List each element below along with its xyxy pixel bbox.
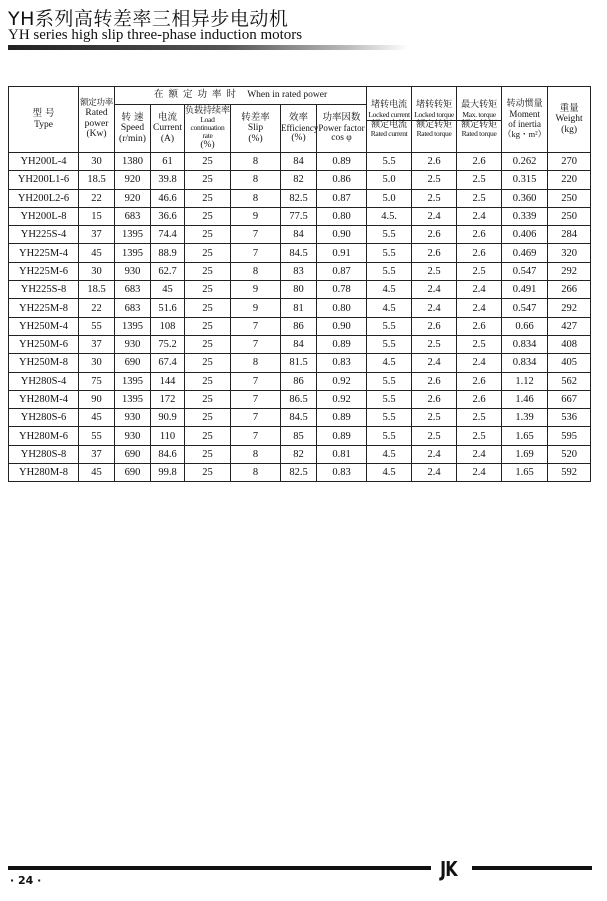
cell-locked-current-ratio: 5.5 xyxy=(367,372,412,390)
cell-power-factor: 0.90 xyxy=(317,317,367,335)
cell-max-torque-ratio: 2.4 xyxy=(457,354,502,372)
cell-max-torque-ratio: 2.6 xyxy=(457,244,502,262)
cell-load-rate: 25 xyxy=(185,335,231,353)
cell-efficiency: 86 xyxy=(281,317,317,335)
cell-efficiency: 77.5 xyxy=(281,207,317,225)
cell-max-torque-ratio: 2.5 xyxy=(457,171,502,189)
cell-current: 46.6 xyxy=(151,189,185,207)
cell-max-torque-ratio: 2.4 xyxy=(457,281,502,299)
cell-efficiency: 84 xyxy=(281,153,317,171)
cell-locked-torque-ratio: 2.5 xyxy=(412,262,457,280)
cell-locked-current-ratio: 5.5 xyxy=(367,262,412,280)
cell-load-rate: 25 xyxy=(185,153,231,171)
cell-load-rate: 25 xyxy=(185,262,231,280)
cell-max-torque-ratio: 2.5 xyxy=(457,427,502,445)
motor-spec-table xyxy=(8,86,591,482)
cell-speed: 1380 xyxy=(115,153,151,171)
table-body xyxy=(9,153,591,482)
table-row xyxy=(9,409,591,427)
cell-locked-torque-ratio: 2.4 xyxy=(412,445,457,463)
table-row xyxy=(9,207,591,225)
cell-locked-torque-ratio: 2.6 xyxy=(412,244,457,262)
cell-locked-torque-ratio: 2.4 xyxy=(412,207,457,225)
cell-efficiency: 86 xyxy=(281,372,317,390)
cell-weight: 562 xyxy=(548,372,591,390)
cell-moment-of-inertia: 1.69 xyxy=(502,445,548,463)
header-slip: 转差率 Slip (%) xyxy=(231,105,281,153)
cell-rated-power: 37 xyxy=(79,445,115,463)
cell-locked-current-ratio: 5.5 xyxy=(367,390,412,408)
cell-moment-of-inertia: 0.315 xyxy=(502,171,548,189)
cell-slip: 8 xyxy=(231,153,281,171)
cell-locked-torque-ratio: 2.5 xyxy=(412,171,457,189)
cell-type: YH280S-6 xyxy=(9,409,79,427)
cell-locked-current-ratio: 5.0 xyxy=(367,171,412,189)
cell-locked-current-ratio: 4.5 xyxy=(367,281,412,299)
cell-speed: 1395 xyxy=(115,317,151,335)
cell-slip: 7 xyxy=(231,409,281,427)
cell-rated-power: 55 xyxy=(79,317,115,335)
cell-locked-torque-ratio: 2.4 xyxy=(412,299,457,317)
cell-power-factor: 0.87 xyxy=(317,262,367,280)
cell-rated-power: 90 xyxy=(79,390,115,408)
cell-moment-of-inertia: 0.360 xyxy=(502,189,548,207)
cell-locked-current-ratio: 5.5 xyxy=(367,226,412,244)
cell-load-rate: 25 xyxy=(185,226,231,244)
cell-efficiency: 85 xyxy=(281,427,317,445)
table-row xyxy=(9,354,591,372)
cell-current: 88.9 xyxy=(151,244,185,262)
cell-weight: 292 xyxy=(548,299,591,317)
cell-power-factor: 0.92 xyxy=(317,372,367,390)
cell-rated-power: 22 xyxy=(79,189,115,207)
cell-rated-power: 45 xyxy=(79,409,115,427)
cell-load-rate: 25 xyxy=(185,317,231,335)
cell-locked-current-ratio: 5.5 xyxy=(367,427,412,445)
cell-rated-power: 37 xyxy=(79,226,115,244)
cell-speed: 683 xyxy=(115,207,151,225)
cell-moment-of-inertia: 0.491 xyxy=(502,281,548,299)
cell-power-factor: 0.90 xyxy=(317,226,367,244)
cell-moment-of-inertia: 0.339 xyxy=(502,207,548,225)
cell-rated-power: 15 xyxy=(79,207,115,225)
cell-current: 45 xyxy=(151,281,185,299)
header-group-rated-power: 在 额 定 功 率 时 When in rated power xyxy=(115,87,367,105)
cell-current: 144 xyxy=(151,372,185,390)
cell-power-factor: 0.89 xyxy=(317,427,367,445)
cell-max-torque-ratio: 2.4 xyxy=(457,207,502,225)
cell-locked-current-ratio: 4.5 xyxy=(367,299,412,317)
cell-power-factor: 0.87 xyxy=(317,189,367,207)
cell-efficiency: 82 xyxy=(281,171,317,189)
cell-locked-current-ratio: 5.5 xyxy=(367,244,412,262)
table-row xyxy=(9,464,591,482)
cell-rated-power: 55 xyxy=(79,427,115,445)
cell-rated-power: 18.5 xyxy=(79,171,115,189)
cell-efficiency: 84 xyxy=(281,226,317,244)
table-row xyxy=(9,262,591,280)
cell-power-factor: 0.80 xyxy=(317,207,367,225)
cell-speed: 690 xyxy=(115,354,151,372)
cell-speed: 920 xyxy=(115,171,151,189)
cell-type: YH225M-4 xyxy=(9,244,79,262)
cell-type: YH225M-8 xyxy=(9,299,79,317)
header-weight: 重量 Weight (kg) xyxy=(548,87,591,153)
cell-locked-current-ratio: 4.5 xyxy=(367,464,412,482)
cell-weight: 270 xyxy=(548,153,591,171)
cell-moment-of-inertia: 0.834 xyxy=(502,354,548,372)
cell-load-rate: 25 xyxy=(185,445,231,463)
cell-current: 84.6 xyxy=(151,445,185,463)
cell-efficiency: 80 xyxy=(281,281,317,299)
header-locked-current: 堵转电流 Locked current 额定电流 Rated current xyxy=(367,87,412,153)
cell-weight: 405 xyxy=(548,354,591,372)
cell-weight: 250 xyxy=(548,207,591,225)
table-row xyxy=(9,427,591,445)
cell-slip: 9 xyxy=(231,207,281,225)
cell-power-factor: 0.83 xyxy=(317,354,367,372)
cell-locked-current-ratio: 4.5 xyxy=(367,445,412,463)
cell-efficiency: 81.5 xyxy=(281,354,317,372)
cell-load-rate: 25 xyxy=(185,409,231,427)
cell-max-torque-ratio: 2.5 xyxy=(457,262,502,280)
cell-weight: 284 xyxy=(548,226,591,244)
cell-locked-torque-ratio: 2.6 xyxy=(412,317,457,335)
header-speed: 转 速 Speed (r/min) xyxy=(115,105,151,153)
table-row xyxy=(9,153,591,171)
cell-type: YH200L1-6 xyxy=(9,171,79,189)
cell-weight: 320 xyxy=(548,244,591,262)
cell-current: 67.4 xyxy=(151,354,185,372)
cell-current: 51.6 xyxy=(151,299,185,317)
cell-max-torque-ratio: 2.4 xyxy=(457,299,502,317)
cell-type: YH280M-4 xyxy=(9,390,79,408)
cell-rated-power: 30 xyxy=(79,153,115,171)
cell-type: YH200L2-6 xyxy=(9,189,79,207)
cell-locked-torque-ratio: 2.5 xyxy=(412,427,457,445)
cell-efficiency: 84.5 xyxy=(281,409,317,427)
cell-efficiency: 82.5 xyxy=(281,464,317,482)
cell-load-rate: 25 xyxy=(185,171,231,189)
cell-power-factor: 0.83 xyxy=(317,464,367,482)
page-number: · 24 · xyxy=(10,874,42,887)
cell-efficiency: 81 xyxy=(281,299,317,317)
cell-efficiency: 84.5 xyxy=(281,244,317,262)
cell-load-rate: 25 xyxy=(185,390,231,408)
cell-load-rate: 25 xyxy=(185,207,231,225)
cell-slip: 7 xyxy=(231,335,281,353)
table-row xyxy=(9,226,591,244)
cell-max-torque-ratio: 2.4 xyxy=(457,464,502,482)
cell-power-factor: 0.89 xyxy=(317,409,367,427)
cell-rated-power: 30 xyxy=(79,354,115,372)
table-row xyxy=(9,244,591,262)
cell-weight: 266 xyxy=(548,281,591,299)
cell-max-torque-ratio: 2.6 xyxy=(457,390,502,408)
cell-slip: 8 xyxy=(231,354,281,372)
cell-type: YH250M-6 xyxy=(9,335,79,353)
cell-speed: 930 xyxy=(115,262,151,280)
table-row xyxy=(9,372,591,390)
cell-max-torque-ratio: 2.5 xyxy=(457,335,502,353)
cell-type: YH200L-4 xyxy=(9,153,79,171)
cell-weight: 592 xyxy=(548,464,591,482)
cell-locked-current-ratio: 4.5. xyxy=(367,207,412,225)
cell-efficiency: 82.5 xyxy=(281,189,317,207)
cell-max-torque-ratio: 2.6 xyxy=(457,153,502,171)
footer-rule-right xyxy=(472,866,592,870)
cell-slip: 8 xyxy=(231,464,281,482)
cell-type: YH280S-8 xyxy=(9,445,79,463)
cell-current: 110 xyxy=(151,427,185,445)
header-type: 型 号 Type xyxy=(9,87,79,153)
cell-moment-of-inertia: 1.65 xyxy=(502,464,548,482)
header-rated-power: 额定功率 Rated power (Kw) xyxy=(79,87,115,153)
cell-power-factor: 0.78 xyxy=(317,281,367,299)
cell-weight: 667 xyxy=(548,390,591,408)
cell-efficiency: 83 xyxy=(281,262,317,280)
cell-max-torque-ratio: 2.5 xyxy=(457,189,502,207)
cell-locked-current-ratio: 5.5 xyxy=(367,409,412,427)
cell-current: 36.6 xyxy=(151,207,185,225)
cell-weight: 220 xyxy=(548,171,591,189)
cell-locked-current-ratio: 5.5 xyxy=(367,153,412,171)
cell-moment-of-inertia: 0.406 xyxy=(502,226,548,244)
header-efficiency: 效率 Efficiency (%) xyxy=(281,105,317,153)
cell-slip: 7 xyxy=(231,390,281,408)
cell-load-rate: 25 xyxy=(185,354,231,372)
cell-power-factor: 0.91 xyxy=(317,244,367,262)
cell-load-rate: 25 xyxy=(185,299,231,317)
cell-weight: 408 xyxy=(548,335,591,353)
header-max-torque: 最大转矩 Max. torque 额定转矩 Rated torque xyxy=(457,87,502,153)
cell-current: 62.7 xyxy=(151,262,185,280)
cell-rated-power: 18.5 xyxy=(79,281,115,299)
cell-weight: 595 xyxy=(548,427,591,445)
cell-rated-power: 75 xyxy=(79,372,115,390)
cell-max-torque-ratio: 2.5 xyxy=(457,409,502,427)
cell-type: YH250M-4 xyxy=(9,317,79,335)
cell-speed: 1395 xyxy=(115,390,151,408)
cell-type: YH280M-6 xyxy=(9,427,79,445)
cell-power-factor: 0.81 xyxy=(317,445,367,463)
cell-max-torque-ratio: 2.6 xyxy=(457,317,502,335)
cell-slip: 8 xyxy=(231,262,281,280)
table-row xyxy=(9,281,591,299)
cell-locked-torque-ratio: 2.5 xyxy=(412,409,457,427)
cell-locked-torque-ratio: 2.6 xyxy=(412,372,457,390)
cell-slip: 7 xyxy=(231,372,281,390)
cell-moment-of-inertia: 0.834 xyxy=(502,335,548,353)
cell-power-factor: 0.89 xyxy=(317,153,367,171)
cell-slip: 8 xyxy=(231,189,281,207)
cell-speed: 690 xyxy=(115,464,151,482)
cell-moment-of-inertia: 0.262 xyxy=(502,153,548,171)
cell-type: YH280S-4 xyxy=(9,372,79,390)
cell-locked-torque-ratio: 2.5 xyxy=(412,189,457,207)
table-row xyxy=(9,335,591,353)
cell-type: YH280M-8 xyxy=(9,464,79,482)
cell-power-factor: 0.86 xyxy=(317,171,367,189)
cell-power-factor: 0.92 xyxy=(317,390,367,408)
cell-current: 39.8 xyxy=(151,171,185,189)
cell-locked-torque-ratio: 2.4 xyxy=(412,281,457,299)
cell-current: 74.4 xyxy=(151,226,185,244)
cell-speed: 930 xyxy=(115,409,151,427)
cell-efficiency: 84 xyxy=(281,335,317,353)
cell-locked-current-ratio: 4.5 xyxy=(367,354,412,372)
cell-locked-current-ratio: 5.5 xyxy=(367,317,412,335)
cell-speed: 930 xyxy=(115,427,151,445)
cell-locked-torque-ratio: 2.6 xyxy=(412,153,457,171)
cell-locked-current-ratio: 5.5 xyxy=(367,335,412,353)
header-power-factor: 功率因数 Power factor cos φ xyxy=(317,105,367,153)
cell-slip: 8 xyxy=(231,445,281,463)
cell-weight: 292 xyxy=(548,262,591,280)
header-load-continuation-rate: 负载持续率 Load continuation rate (%) xyxy=(185,105,231,153)
cell-type: YH225M-6 xyxy=(9,262,79,280)
cell-current: 90.9 xyxy=(151,409,185,427)
cell-speed: 1395 xyxy=(115,244,151,262)
cell-load-rate: 25 xyxy=(185,427,231,445)
cell-locked-torque-ratio: 2.5 xyxy=(412,335,457,353)
cell-rated-power: 45 xyxy=(79,244,115,262)
cell-locked-torque-ratio: 2.6 xyxy=(412,226,457,244)
cell-speed: 1395 xyxy=(115,226,151,244)
cell-max-torque-ratio: 2.6 xyxy=(457,226,502,244)
cell-weight: 250 xyxy=(548,189,591,207)
cell-weight: 520 xyxy=(548,445,591,463)
cell-load-rate: 25 xyxy=(185,464,231,482)
cell-efficiency: 82 xyxy=(281,445,317,463)
cell-speed: 683 xyxy=(115,299,151,317)
company-logo: JK xyxy=(440,857,457,881)
cell-locked-torque-ratio: 2.4 xyxy=(412,354,457,372)
cell-rated-power: 37 xyxy=(79,335,115,353)
cell-moment-of-inertia: 0.66 xyxy=(502,317,548,335)
cell-type: YH225S-4 xyxy=(9,226,79,244)
cell-rated-power: 22 xyxy=(79,299,115,317)
cell-efficiency: 86.5 xyxy=(281,390,317,408)
cell-power-factor: 0.80 xyxy=(317,299,367,317)
table-row xyxy=(9,317,591,335)
cell-locked-torque-ratio: 2.6 xyxy=(412,390,457,408)
cell-slip: 7 xyxy=(231,244,281,262)
cell-speed: 1395 xyxy=(115,372,151,390)
cell-moment-of-inertia: 1.65 xyxy=(502,427,548,445)
table-row xyxy=(9,445,591,463)
cell-type: YH250M-8 xyxy=(9,354,79,372)
page-title-chinese: YH系列高转差率三相异步电动机 xyxy=(8,8,289,30)
cell-load-rate: 25 xyxy=(185,372,231,390)
cell-load-rate: 25 xyxy=(185,244,231,262)
header-current: 电流 Current (A) xyxy=(151,105,185,153)
cell-slip: 9 xyxy=(231,281,281,299)
cell-rated-power: 45 xyxy=(79,464,115,482)
cell-max-torque-ratio: 2.6 xyxy=(457,372,502,390)
table-row xyxy=(9,299,591,317)
cell-current: 61 xyxy=(151,153,185,171)
cell-speed: 930 xyxy=(115,335,151,353)
cell-rated-power: 30 xyxy=(79,262,115,280)
cell-type: YH225S-8 xyxy=(9,281,79,299)
cell-moment-of-inertia: 1.39 xyxy=(502,409,548,427)
cell-current: 99.8 xyxy=(151,464,185,482)
cell-current: 75.2 xyxy=(151,335,185,353)
cell-load-rate: 25 xyxy=(185,281,231,299)
cell-locked-current-ratio: 5.0 xyxy=(367,189,412,207)
cell-slip: 7 xyxy=(231,226,281,244)
cell-slip: 8 xyxy=(231,171,281,189)
title-underline xyxy=(8,45,408,50)
header-locked-torque: 堵转转矩 Locked torque 额定转矩 Rated torque xyxy=(412,87,457,153)
cell-max-torque-ratio: 2.4 xyxy=(457,445,502,463)
cell-weight: 427 xyxy=(548,317,591,335)
cell-current: 108 xyxy=(151,317,185,335)
table-row xyxy=(9,390,591,408)
cell-moment-of-inertia: 0.469 xyxy=(502,244,548,262)
header-moment-of-inertia: 转动惯量 Moment of inertia （kg・m²） xyxy=(502,87,548,153)
cell-speed: 683 xyxy=(115,281,151,299)
cell-slip: 7 xyxy=(231,427,281,445)
cell-slip: 9 xyxy=(231,299,281,317)
cell-moment-of-inertia: 1.46 xyxy=(502,390,548,408)
cell-moment-of-inertia: 0.547 xyxy=(502,262,548,280)
cell-type: YH200L-8 xyxy=(9,207,79,225)
cell-moment-of-inertia: 1.12 xyxy=(502,372,548,390)
cell-moment-of-inertia: 0.547 xyxy=(502,299,548,317)
table-row xyxy=(9,171,591,189)
footer-rule-left xyxy=(8,866,431,870)
cell-power-factor: 0.89 xyxy=(317,335,367,353)
cell-speed: 690 xyxy=(115,445,151,463)
cell-load-rate: 25 xyxy=(185,189,231,207)
table-row xyxy=(9,189,591,207)
cell-current: 172 xyxy=(151,390,185,408)
page-title-english: YH series high slip three-phase induction motors xyxy=(8,27,303,43)
cell-slip: 7 xyxy=(231,317,281,335)
cell-locked-torque-ratio: 2.4 xyxy=(412,464,457,482)
cell-speed: 920 xyxy=(115,189,151,207)
cell-weight: 536 xyxy=(548,409,591,427)
